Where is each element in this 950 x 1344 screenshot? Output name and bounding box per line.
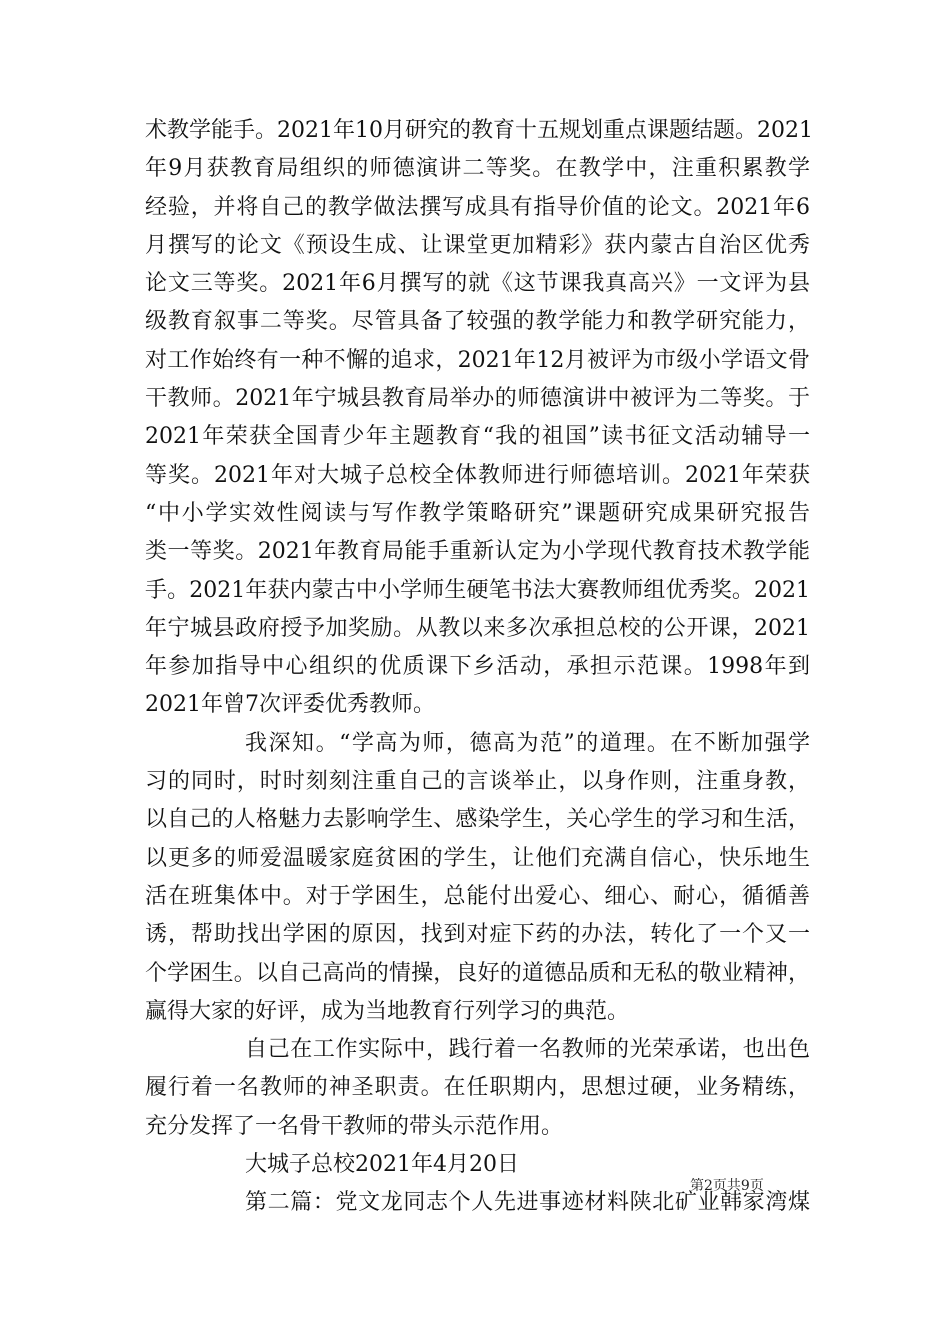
paragraph-first-line: 自己在工作实际中，践行着一名教师的光荣承诺，也出色 (245, 1037, 810, 1063)
text-line: 赢得大家的好评，成为当地教育行列学习的典范。 (145, 998, 630, 1024)
text-line: 月撰写的论文《预设生成、让课堂更加精彩》获内蒙古自治区优秀 (145, 232, 810, 258)
text-line: 诱，帮助找出学困的原因，找到对症下药的办法，转化了一个又一 (145, 922, 810, 948)
text-line: 论文三等奖。2021年6月撰写的就《这节课我真高兴》一文评为县 (145, 271, 810, 297)
text-line: 以更多的师爱温暖家庭贫困的学生，让他们充满自信心，快乐地生 (145, 845, 810, 871)
text-line: 对工作始终有一种不懈的追求，2021年12月被评为市级小学语文骨 (145, 347, 810, 373)
text-line: 等奖。2021年对大城子总校全体教师进行师德培训。2021年荣获 (145, 462, 810, 488)
text-line: 年宁城县政府授予加奖励。从教以来多次承担总校的公开课，2021 (145, 615, 810, 641)
signature-date: 大城子总校2021年4月20日 (245, 1152, 519, 1178)
text-line: 级教育叙事二等奖。尽管具备了较强的教学能力和教学研究能力， (145, 309, 810, 335)
text-line: 个学困生。以自己高尚的情操，良好的道德品质和无私的敬业精神， (145, 960, 810, 986)
text-line: 2021年曾7次评委优秀教师。 (145, 692, 435, 718)
text-line: 年9月获教育局组织的师德演讲二等奖。在教学中，注重积累教学 (145, 156, 810, 182)
text-line: 2021年荣获全国青少年主题教育“我的祖国”读书征文活动辅导一 (145, 424, 810, 450)
paragraph-first-line: 我深知。“学高为师，德高为范”的道理。在不断加强学 (245, 730, 810, 756)
section-heading: 第二篇：党文龙同志个人先进事迹材料陕北矿业韩家湾煤 (245, 1190, 810, 1216)
text-line: 习的同时，时时刻刻注重自己的言谈举止，以身作则，注重身教， (145, 769, 810, 795)
text-line: 年参加指导中心组织的优质课下乡活动，承担示范课。1998年到 (145, 654, 810, 680)
text-line: 充分发挥了一名骨干教师的带头示范作用。 (145, 1113, 564, 1139)
text-line: 术教学能手。2021年10月研究的教育十五规划重点课题结题。2021 (145, 118, 813, 143)
text-line: 以自己的人格魅力去影响学生、感染学生，关心学生的学习和生活， (145, 807, 810, 833)
text-line: 类一等奖。2021年教育局能手重新认定为小学现代教育技术教学能 (145, 539, 810, 565)
document-body (145, 112, 813, 1223)
text-line: 履行着一名教师的神圣职责。在任职期内，思想过硬，业务精练， (145, 1075, 810, 1101)
text-line: 干教师。2021年宁城县教育局举办的师德演讲中被评为二等奖。于 (145, 386, 810, 412)
text-line: 经验，并将自己的教学做法撰写成具有指导价值的论文。2021年6 (145, 194, 810, 220)
page-number: 第2页共9页 (690, 1178, 764, 1194)
text-line: 手。2021年获内蒙古中小学师生硬笔书法大赛教师组优秀奖。2021 (145, 577, 810, 603)
text-line: 活在班集体中。对于学困生，总能付出爱心、细心、耐心，循循善 (145, 883, 810, 909)
text-line: “中小学实效性阅读与写作教学策略研究”课题研究成果研究报告 (145, 500, 810, 526)
